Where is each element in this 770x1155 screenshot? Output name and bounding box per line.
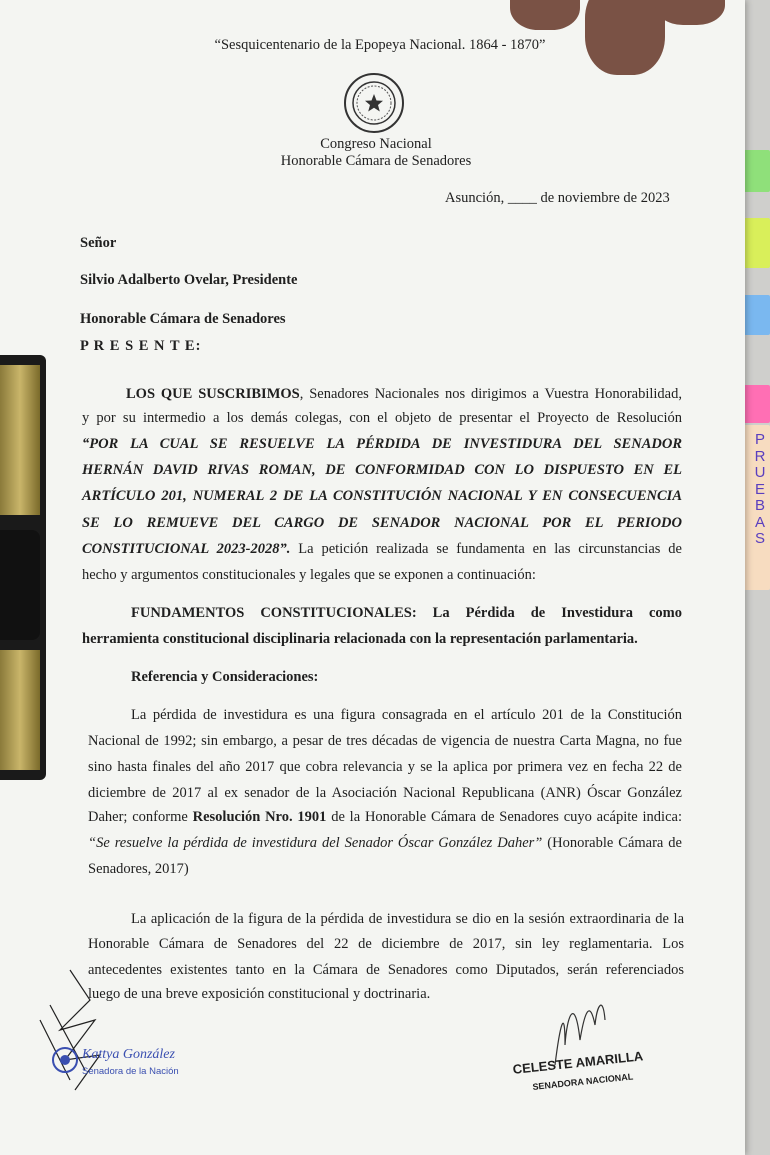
intro-line: hecho y argumentos constitucionales y legales que se exponen a continuación:: [82, 567, 536, 583]
left-signatory-title: Senadora de la Nación: [82, 1066, 179, 1077]
intro-lead: LOS QUE SUSCRIBIMOS: [126, 386, 300, 402]
para2-line: antecedentes existentes tanto en la Cámara de Senadores como Diputados, serán referenciados: [88, 962, 684, 978]
handwritten-side-note: [750, 432, 770, 548]
resolution-ref: Resolución Nro. 1901: [192, 809, 327, 825]
intro-line: ARTÍCULO 201, NUMERAL 2 DE LA CONSTITUCIÓN NACIONAL Y EN CONSECUENCIA: [82, 488, 682, 504]
fundamentos-line2: herramienta constitucional disciplinaria relacionada con la representación parlamentaria.: [82, 631, 638, 647]
intro-lead-rest: , Senadores Nacionales nos dirigimos a Vuestra Honorabilidad,: [299, 386, 682, 402]
addressee-name: Silvio Adalberto Ovelar, Presidente: [80, 272, 298, 288]
side-note-letter: U: [754, 464, 766, 481]
intro-line: “POR LA CUAL SE RESUELVE LA PÉRDIDA DE INVESTIDURA DEL SENADOR: [82, 436, 682, 452]
addressee-body: Honorable Cámara de Senadores: [80, 311, 286, 327]
header-institution: Congreso Nacional: [320, 136, 432, 152]
para1-line: Senadores, 2017): [88, 861, 189, 877]
para2-line: luego de una breve exposición constitucional y doctrinaria.: [88, 986, 431, 1002]
para2-line: Honorable Cámara de Senadores del 22 de diciembre de 2017, sin ley reglamentaria. Los: [88, 936, 684, 952]
side-note-letter: E: [754, 480, 765, 498]
side-note-letter: S: [754, 530, 765, 547]
intro-term-rest: La petición realizada se fundamenta en las circunstancias de: [290, 541, 682, 557]
binder-clip-bottom: [0, 650, 40, 770]
para1-line: diciembre de 2017 al ex senador de la Asociación Nacional Republicana (ANR) Óscar González: [88, 785, 682, 801]
referencia-heading: Referencia y Consideraciones:: [131, 669, 319, 685]
fundamentos-heading: FUNDAMENTOS CONSTITUCIONALES: La Pérdida de Investidura como: [131, 605, 682, 621]
header-motto: “Sesquicentenario de la Epopeya Nacional. 1864 - 1870”: [214, 37, 546, 53]
para1-line: Nacional de 1992; sin embargo, a pesar de tres décadas de vigencia de nuestra Carta Magna, no fue: [88, 733, 682, 749]
side-note-letter: B: [754, 497, 765, 514]
right-signatory-name: CELESTE AMARILLA: [512, 1048, 644, 1077]
intro-line: [82, 540, 682, 559]
right-signatory-title: SENADORA NACIONAL: [532, 1071, 634, 1092]
side-note-letter: A: [754, 513, 765, 531]
left-signatory-name: Kattya González: [82, 1047, 175, 1062]
finger-2: [585, 0, 665, 75]
presente: P R E S E N T E:: [80, 338, 202, 354]
national-seal-icon: [343, 72, 405, 134]
para2-line: La aplicación de la figura de la pérdida de investidura se dio en la sesión extraordinaria de la: [131, 911, 684, 927]
resolution-quote: “Se resuelve la pérdida de investidura del Senador Óscar González Daher”: [88, 835, 543, 851]
para1-line: La pérdida de investidura es una figura consagrada en el artículo 201 de la Constitución: [131, 707, 682, 723]
tab-pink: [742, 385, 770, 423]
para1-line: [88, 834, 682, 853]
tab-lime: [742, 218, 770, 268]
para1-l5c: de la Honorable Cámara de Senadores cuyo acápite indica:: [326, 809, 682, 825]
date-line: Asunción, ____ de noviembre de 2023: [445, 190, 670, 206]
tab-blue: [742, 295, 770, 335]
intro-line: SE LO REMUEVE DEL CARGO DE SENADOR NACIONAL POR EL PERIODO: [82, 515, 682, 531]
intro-line: HERNÁN DAVID RIVAS ROMAN, DE CONFORMIDAD CON LO DISPUESTO EN EL: [82, 462, 682, 478]
binder-clip-top: [0, 365, 40, 515]
para1-line: sino hasta finales del año 2017 que cobra relevancia y se la aplica por primera vez en fecha 22 de: [88, 759, 682, 775]
side-note-letter: R: [754, 447, 766, 465]
left-stamp-icon: [50, 1045, 80, 1075]
intro-line: y por su intermedio a los demás colegas, con el objeto de presentar el Proyecto de Resolución: [82, 410, 682, 426]
header-chamber: Honorable Cámara de Senadores: [280, 153, 472, 169]
intro-term: CONSTITUCIONAL 2023-2028”.: [82, 541, 291, 557]
para1-l5a: Daher; conforme: [88, 809, 193, 825]
salutation: Señor: [80, 235, 117, 251]
intro-line: [126, 385, 682, 404]
para1-line: [88, 808, 682, 827]
para1-l6b: (Honorable Cámara de: [542, 835, 682, 851]
binder-clip-grip: [0, 530, 40, 640]
side-note-letter: P: [754, 431, 765, 448]
